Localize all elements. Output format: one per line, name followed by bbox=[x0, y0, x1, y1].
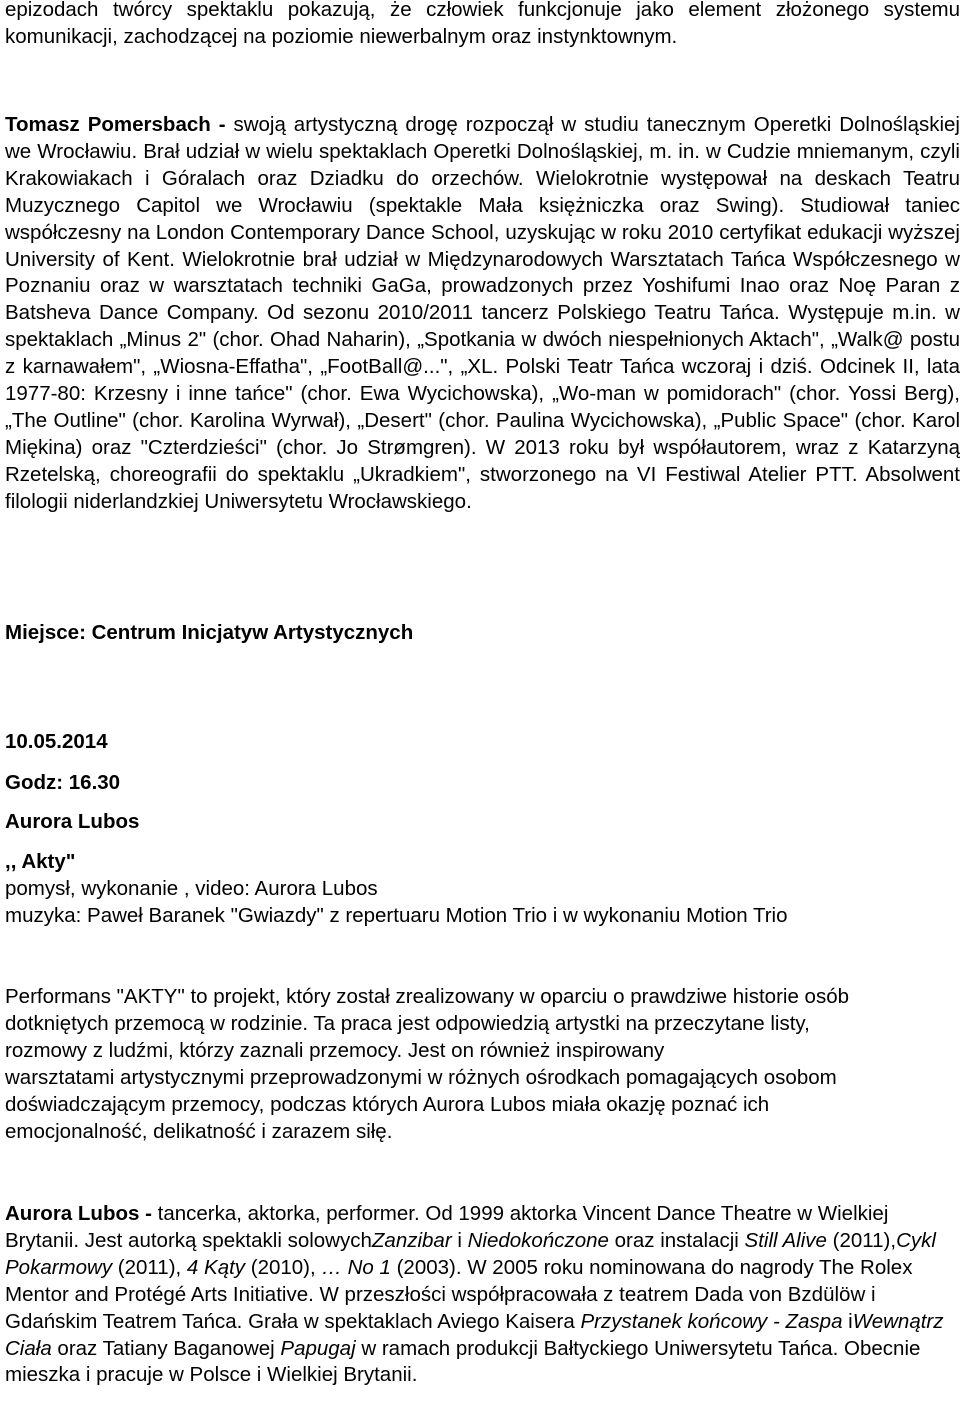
work-title: Cykl Pokarmowy bbox=[5, 1228, 936, 1279]
venue-heading: Miejsce: Centrum Inicjatyw Artystycznych bbox=[5, 621, 414, 644]
description-line: rozmowy z ludźmi, którzy zaznali przemocy. Jest on również inspirowany bbox=[5, 1039, 665, 1062]
bio-lubos-text: (2011), bbox=[826, 1228, 897, 1252]
work-title: Wewnątrz Ciała bbox=[5, 1309, 944, 1360]
work-title: Zanzibar bbox=[371, 1228, 452, 1252]
intro-text: epizodach twórcy spektaklu pokazują, że człowiek funkcjonuje jako element złożonego systemu komunikacji, zachodzącej na poziomie niewerbalnym oraz instynktownym. bbox=[5, 0, 960, 48]
bio-lubos-text: i bbox=[842, 1309, 853, 1333]
intro-paragraph bbox=[5, 0, 960, 51]
event-music: muzyka: Paweł Baranek "Gwiazdy" z repertuaru Motion Trio i w wykonaniu Motion Trio bbox=[5, 904, 788, 927]
event-credits: pomysł, wykonanie , video: Aurora Lubos bbox=[5, 877, 378, 900]
event-date: 10.05.2014 bbox=[5, 730, 108, 753]
bio-lubos-text: w ramach produkcji Bałtyckiego Uniwersytetu Tańca. Obecnie mieszka i pracuje w Polsce i Wielkiej Brytanii. bbox=[5, 1336, 921, 1387]
bio-lubos-text: (2003). W 2005 roku nominowana do nagrody The Rolex Mentor and Protégé Arts Initiative. W przeszłości współpracowała z teatrem Dada von Bzdülöw i Gdańskim Teatrem Tańca. Grała w spektaklach Aviego Kaisera bbox=[5, 1255, 913, 1333]
work-title: Still Alive bbox=[744, 1228, 827, 1252]
description-line: emocjonalność, delikatność i zarazem siłę. bbox=[5, 1120, 393, 1143]
bio-lubos-name: Aurora Lubos - bbox=[5, 1202, 152, 1225]
work-title: 4 Kąty bbox=[186, 1255, 246, 1279]
bio-lubos-text: i bbox=[451, 1228, 468, 1252]
bio-lubos-text: oraz Tatiany Baganowej bbox=[51, 1336, 281, 1360]
bio-lubos-paragraph bbox=[5, 1201, 945, 1389]
work-title: Przystanek końcowy - Zaspa bbox=[580, 1309, 843, 1333]
bio-lubos-text: (2011), bbox=[112, 1255, 187, 1279]
event-time: Godz: 16.30 bbox=[5, 771, 121, 794]
work-title: Niedokończone bbox=[467, 1228, 609, 1252]
work-title: … No 1 bbox=[321, 1255, 391, 1279]
description-line: dotkniętych przemocą w rodzinie. Ta praca jest odpowiedzią artystki na przeczytane listy, bbox=[5, 1012, 810, 1035]
event-title: ,, Akty" bbox=[5, 850, 76, 873]
bio-lubos-text: tancerka, aktorka, performer. Od 1999 aktorka Vincent Dance Theatre w Wielkiej Brytanii. Jest autorką spektakli solowych bbox=[5, 1202, 889, 1252]
event-artist: Aurora Lubos bbox=[5, 810, 140, 833]
description-line: warsztatami artystycznymi przeprowadzonymi w różnych ośrodkach pomagających osobom bbox=[5, 1066, 837, 1089]
work-title: Papugaj bbox=[280, 1336, 356, 1360]
bio-lubos-text: oraz instalacji bbox=[608, 1228, 745, 1252]
description-line: Performans "AKTY" to projekt, który został zrealizowany w oparciu o prawdziwe historie osób bbox=[5, 985, 850, 1008]
bio-pomersbach-text: swoją artystyczną drogę rozpoczął w studiu tanecznym Operetki Dolnośląskiej we Wrocławiu. Brał udział w wielu spektaklach Operetki Dolnośląskiej, m. in. w Cudzie mniemanym, czyli Krakowiakach i Góralach oraz Dziadku do orzechów. Wielokrotnie występował na deskach Teatru Muzycznego Capitol we Wrocławiu (spektakle Mała księżniczka oraz Swing). Studiował taniec współczesny na London Contemporary Dance School, uzyskując w roku 2010 certyfikat edukacji wyższej University of Kent. Wielokrotnie brał udział w Międzynarodowych Warsztatach Tańca Współczesnego w Poznaniu oraz w warsztatach techniki GaGa, prowadzonych przez Yoshifumi Inao oraz Noę Paran z Batsheva Dance Company. Od sezonu 2010/2011 tancerz Polskiego Teatru Tańca. Występuje m.in. w spektaklach „Minus 2" (chor. Ohad Naharin), „Spotkania w dwóch niespełnionych Aktach", „Walk@ postu z karnawałem", „Wiosna-Effatha", „FootBall@...", „XL. Polski Teatr Tańca wczoraj i dziś. Odcinek II, lata 1977-80: Krzesny i inne tańce" (chor. Ewa Wycichowska), „Wo-man w pomidorach" (chor. Yossi Berg), „The Outline" (chor. Karolina Wyrwał), „Desert" (chor. Paulina Wycichowska), „Public Space" (chor. Karol Miękina) oraz "Czterdzieści" (chor. Jo Strømgren). W 2013 roku był współautorem, wraz z Katarzyną Rzetelską, choreografii do spektaklu „Ukradkiem", stworzonego na VI Festiwal Atelier PTT. Absolwent filologii niderlandzkiej Uniwersytetu Wrocławskiego. bbox=[5, 113, 960, 513]
bio-pomersbach-paragraph bbox=[5, 112, 960, 516]
bio-pomersbach-name: Tomasz Pomersbach - bbox=[5, 113, 226, 136]
description-line: doświadczającym przemocy, podczas których Aurora Lubos miała okazję poznać ich bbox=[5, 1093, 770, 1116]
bio-lubos-text: (2010), bbox=[245, 1255, 322, 1279]
